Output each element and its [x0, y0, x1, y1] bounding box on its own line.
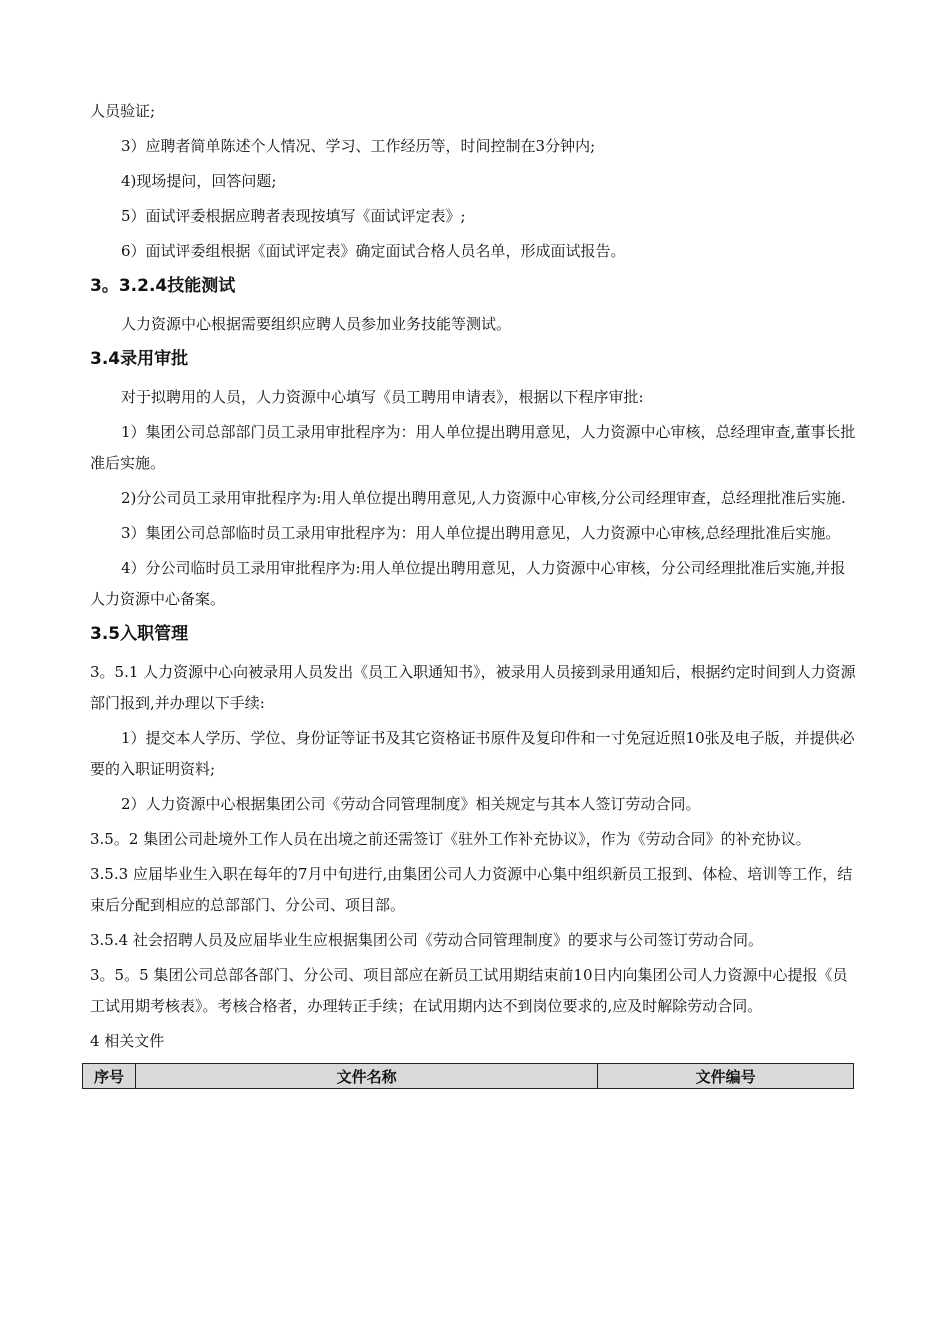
- interview-step-6: 6）面试评委组根据《面试评定表》确定面试合格人员名单，形成面试报告。: [121, 242, 626, 260]
- onboarding-3-5-3: 3.5.3 应届毕业生入职在每年的7月中旬进行,由集团公司人力资源中心集中组织新员工报到、体检、培训等工作，结束后分配到相应的总部部门、分公司、项目部。: [90, 865, 853, 914]
- approval-item-2: 2)分公司员工录用审批程序为:用人单位提出聘用意见,人力资源中心审核,分公司经理审查，总经理批准后实施.: [121, 489, 846, 507]
- table-header-row: [83, 1064, 854, 1089]
- column-header-file-number: 文件编号: [598, 1064, 854, 1089]
- heading-skill-test: 3。3.2.4技能测试: [90, 276, 236, 296]
- approval-item-1: 1）集团公司总部部门员工录用审批程序为：用人单位提出聘用意见，人力资源中心审核，总经理审查,董事长批准后实施。: [90, 423, 856, 472]
- document-body: [90, 96, 858, 1089]
- related-documents-table: [82, 1063, 854, 1089]
- heading-related-documents: 4 相关文件: [90, 1032, 165, 1050]
- onboarding-3-5-4: 3.5.4 社会招聘人员及应届毕业生应根据集团公司《劳动合同管理制度》的要求与公司签订劳动合同。: [90, 931, 763, 949]
- onboarding-item-2: 2）人力资源中心根据集团公司《劳动合同管理制度》相关规定与其本人签订劳动合同。: [121, 795, 701, 813]
- interview-step-3: 3）应聘者简单陈述个人情况、学习、工作经历等，时间控制在3分钟内;: [121, 137, 596, 155]
- interview-step-4: 4)现场提问，回答问题;: [121, 172, 277, 190]
- onboarding-3-5-1: 3。5.1 人力资源中心向被录用人员发出《员工入职通知书》，被录用人员接到录用通知后，根据约定时间到人力资源部门报到,并办理以下手续:: [90, 663, 856, 712]
- interview-step-5: 5）面试评委根据应聘者表现按填写《面试评定表》;: [121, 207, 466, 225]
- paragraph-continued: 人员验证;: [90, 102, 156, 120]
- approval-intro: 对于拟聘用的人员，人力资源中心填写《员工聘用申请表》，根据以下程序审批:: [121, 388, 644, 406]
- onboarding-3-5-2: 3.5。2 集团公司赴境外工作人员在出境之前还需签订《驻外工作补充协议》，作为《劳动合同》的补充协议。: [90, 830, 811, 848]
- heading-onboarding: 3.5入职管理: [90, 624, 189, 644]
- onboarding-3-5-5: 3。5。5 集团公司总部各部门、分公司、项目部应在新员工试用期结束前10日内向集团公司人力资源中心提报《员工试用期考核表》。考核合格者，办理转正手续；在试用期内达不到岗位要求的,应及时解除劳动合同。: [90, 966, 848, 1015]
- column-header-index: 序号: [83, 1064, 136, 1089]
- approval-item-3: 3）集团公司总部临时员工录用审批程序为：用人单位提出聘用意见，人力资源中心审核,总经理批准后实施。: [121, 524, 841, 542]
- onboarding-item-1: 1）提交本人学历、学位、身份证等证书及其它资格证书原件及复印件和一寸免冠近照10张及电子版，并提供必要的入职证明资料;: [90, 729, 855, 778]
- skill-test-text: 人力资源中心根据需要组织应聘人员参加业务技能等测试。: [121, 315, 512, 333]
- approval-item-4: 4）分公司临时员工录用审批程序为:用人单位提出聘用意见，人力资源中心审核，分公司经理批准后实施,并报人力资源中心备案。: [90, 559, 846, 608]
- heading-hiring-approval: 3.4录用审批: [90, 349, 189, 369]
- column-header-file-name: 文件名称: [135, 1064, 597, 1089]
